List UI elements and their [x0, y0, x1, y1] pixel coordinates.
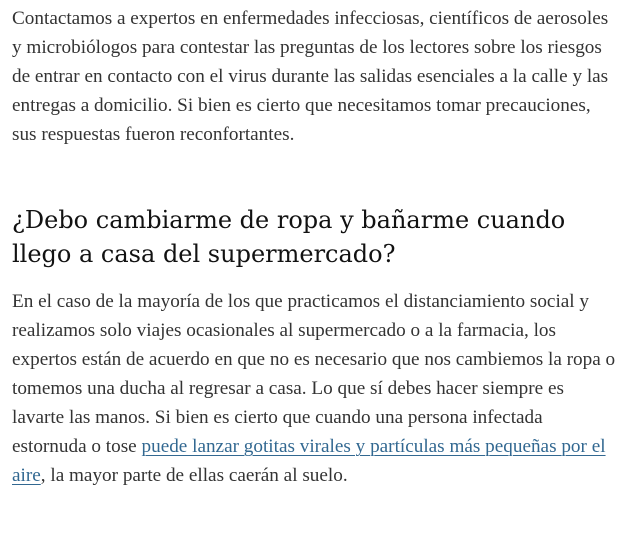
intro-paragraph: Contactamos a expertos en enfermedades infecciosas, científicos de aerosoles y microbiólogos para contestar las preguntas de los lectores sobre los riesgos de entrar en contacto con el virus durante las salidas esenciales a la calle y las entregas a domicilio. Si bien es cierto que necesitamos tomar precauciones, sus respuestas fueron reconfortantes.	[12, 8, 609, 145]
body-paragraph	[12, 287, 620, 490]
article-link[interactable]: puede lanzar gotitas virales y partículas más pequeñas por el aire	[12, 436, 606, 486]
section-heading: ¿Debo cambiarme de ropa y bañarme cuando llego a casa del supermercado?	[12, 206, 566, 268]
body-text-before-link: En el caso de la mayoría de los que practicamos el distanciamiento social y realizamos solo viajes ocasionales al supermercado o a la farmacia, los expertos están de acuerdo en que no es necesario que nos cambiemos la ropa o tomemos una ducha al regresar a casa. Lo que sí debes hacer siempre es lavarte las manos. Si bien es cierto que cuando una persona infectada estornuda o tose	[12, 291, 616, 457]
body-text-after-link: , la mayor parte de ellas caerán al suelo.	[40, 465, 348, 486]
